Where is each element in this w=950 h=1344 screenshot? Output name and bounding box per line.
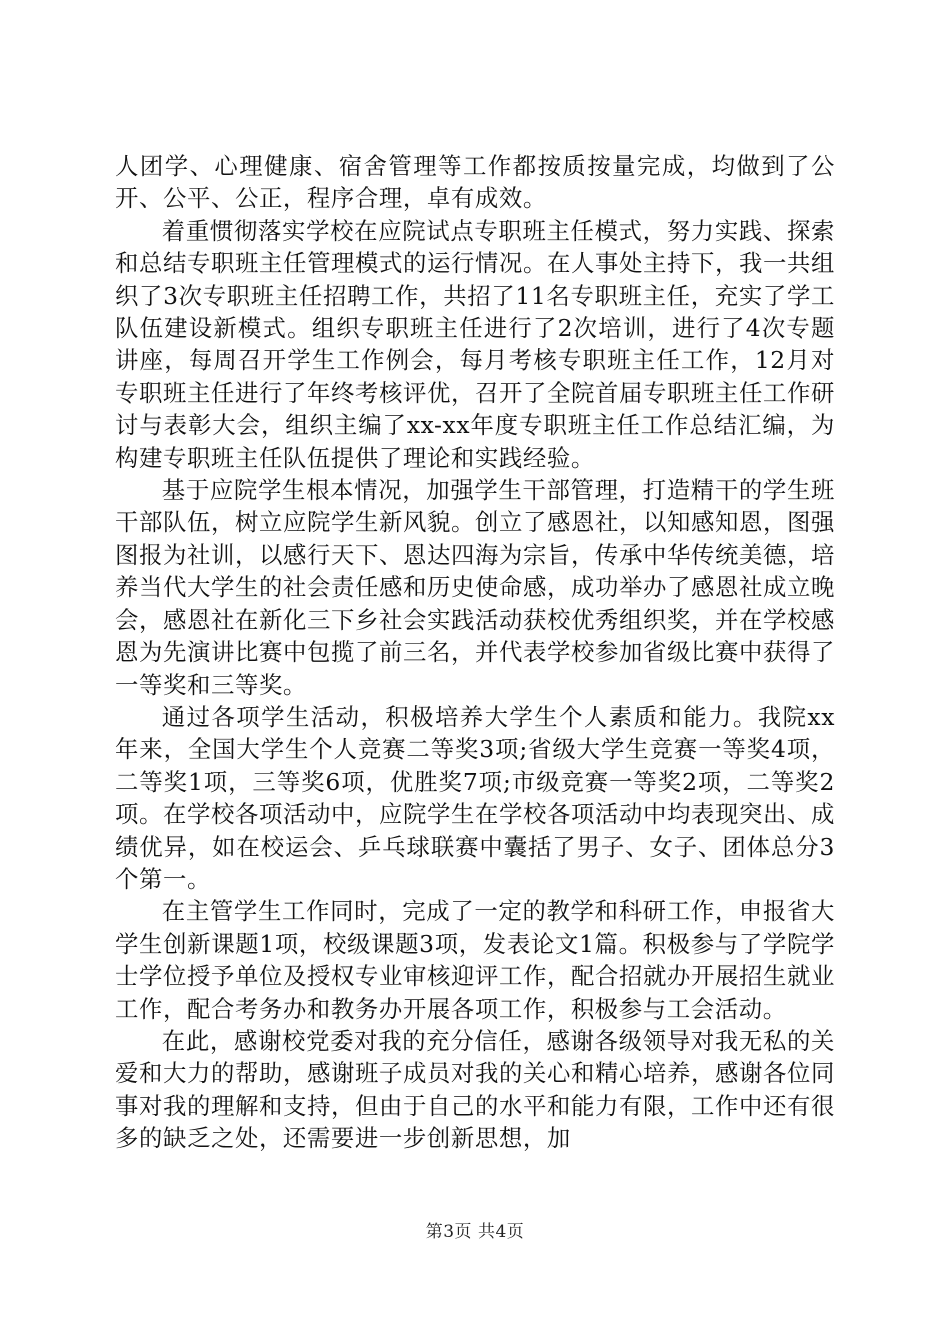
paragraph-dedicated-head-teachers: 着重惯彻落实学校在应院试点专职班主任模式，努力实践、探索和总结专职班主任管理模式的运行情况。在人事处主持下，我一共组织了3次专职班主任招聘工作，共招了11名专职班主任，充实了学工队伍建设新模式。组织专职班主任进行了2次培训，进行了4次专题讲座，每周召开学生工作例会，每月考核专职班主任工作，12月对专职班主任进行了年终考核评优，召开了全院首届专职班主任工作研讨与表彰大会，组织主编了xx-xx年度专职班主任工作总结汇编，为构建专职班主任队伍提供了理论和实践经验。: [115, 216, 835, 472]
paragraph-acknowledgement: 在此，感谢校党委对我的充分信任，感谢各级领导对我无私的关爱和大力的帮助，感谢班子成员对我的关心和精心培养，感谢各位同事对我的理解和支持，但由于自己的水平和能力有限，工作中还有很多的缺乏之处，还需要进一步创新思想，加: [115, 1026, 835, 1153]
paragraph-student-cadres: 基于应院学生根本情况，加强学生干部管理，打造精干的学生班干部队伍，树立应院学生新风貌。创立了感恩社，以知感知恩，图强图报为社训，以感行天下、恩达四海为宗旨，传承中华传统美德，培养当代大学生的社会责任感和历史使命感，成功举办了感恩社成立晚会，感恩社在新化三下乡社会实践活动获校优秀组织奖，并在学校感恩为先演讲比赛中包揽了前三名，并代表学校参加省级比赛中获得了一等奖和三等奖。: [115, 476, 835, 699]
page-number-footer: 第3页 共4页: [425, 1222, 525, 1242]
paragraph-teaching-research: 在主管学生工作同时，完成了一定的教学和科研工作，申报省大学生创新课题1项，校级课题3项，发表论文1篇。积极参与了学院学士学位授予单位及授权专业审核迎评工作，配合招就办开展招生就业工作，配合考务办和教务办开展各项工作，积极参与工会活动。: [115, 897, 835, 1023]
document-body: [115, 150, 835, 1155]
paragraph-student-activities: 通过各项学生活动，积极培养大学生个人素质和能力。我院xx年来，全国大学生个人竞赛二等奖3项;省级大学生竞赛一等奖4项，二等奖1项，三等奖6项，优胜奖7项;市级竞赛一等奖2项，二等奖2项。在学校各项活动中，应院学生在学校各项活动中均表现突出、成绩优异，如在校运会、乒乓球联赛中囊括了男子、女子、团体总分3个第一。: [115, 702, 835, 893]
paragraph-continuation: 人团学、心理健康、宿舍管理等工作都按质按量完成，均做到了公开、公平、公正，程序合理，卓有成效。: [115, 152, 835, 213]
